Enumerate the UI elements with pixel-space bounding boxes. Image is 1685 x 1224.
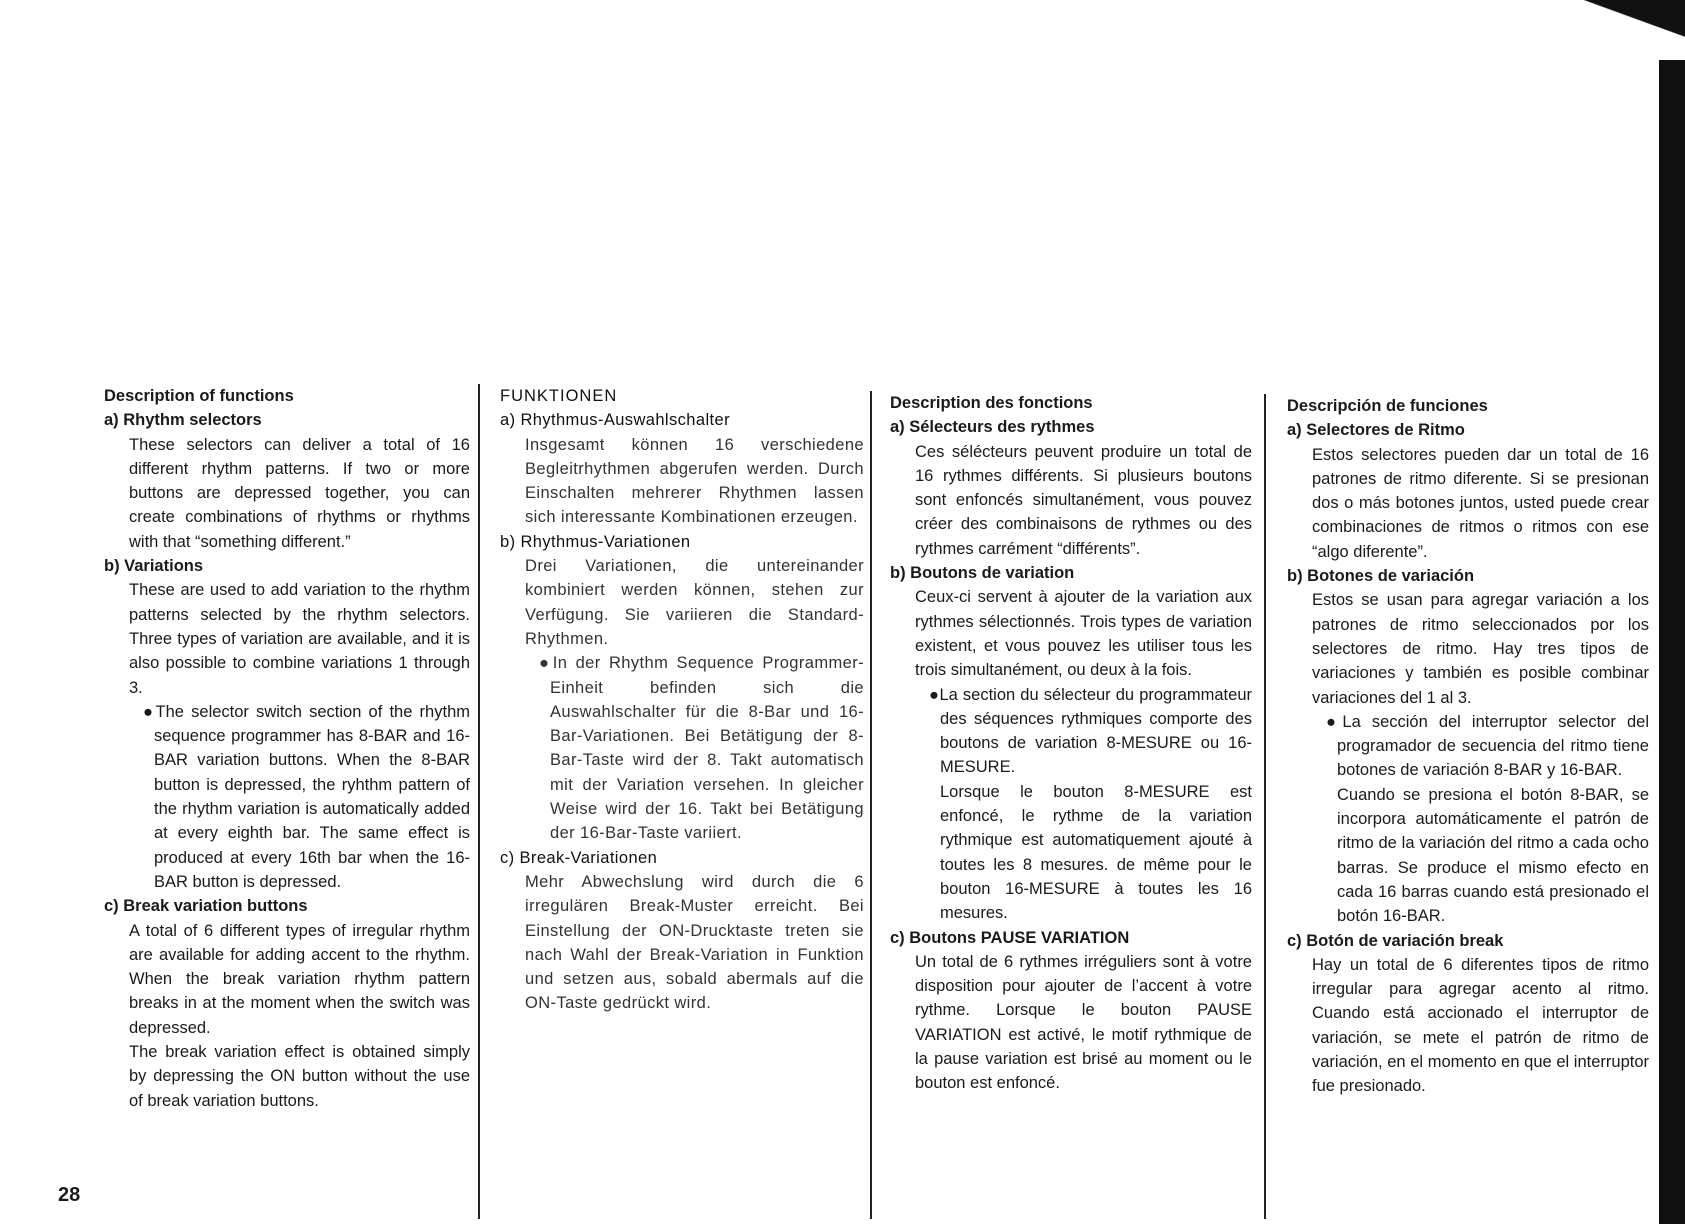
subsection-title: b) Boutons de variation [890,564,1075,583]
scan-edge-shadow [1659,60,1685,1224]
english-column [104,384,470,1113]
page-number: 28 [58,1184,81,1206]
section-title: FUNKTIONEN [500,387,618,405]
paragraph: Ceux-ci servent à ajouter de la variation aux rythmes sélectionnés. Trois types de variation existent, et vous pouvez les utiliser tous les trois simultanément, ou deux à la fois. [915,588,1252,680]
bullet-paragraph: ●La section du sélecteur du programmateur des séquences rythmiques comporte des boutons de variation 8-MESURE ou 16-MESURE. [929,685,1252,777]
column-divider [1264,394,1266,1219]
paragraph: Ces sélécteurs peuvent produire un total de 16 rythmes différents. Si plusieurs boutons sont enfoncés simultanément, vous pouvez créer des combinaisons de rythmes ou des rythmes carrément “différents”. [915,442,1252,558]
subsection-title: b) Variations [104,557,204,576]
paragraph: A total of 6 different types of irregular rhythm are available for adding accent to the rhythm. When the break variation rhythm pattern breaks in at the moment when the switch was depressed. [129,921,470,1037]
bullet-paragraph: ●The selector switch section of the rhythm sequence programmer has 8-BAR and 16-BAR variation buttons. When the 8-BAR button is depressed, the ryhthm pattern of the rhythm variation is automatically added at every eighth bar. The same effect is produced at every 16th bar when the 16-BAR button is depressed. [143,702,470,891]
section-title: Descripción de funciones [1287,397,1488,415]
subsection-title: c) Break variation buttons [104,897,308,916]
section-title: Description des fonctions [890,394,1093,412]
french-column [890,391,1252,1096]
paragraph: Cuando se presiona el botón 8-BAR, se incorpora automáticamente el patrón de ritmo de la variación del ritmo a cada ocho barras. Se produce el mismo efecto en cada 16 barras cuando está presionado el botón 16-BAR. [1337,785,1649,926]
column-divider [478,384,480,1219]
column-divider [870,391,872,1219]
paragraph: These selectors can deliver a total of 16 different rhythm patterns. If two or more buttons are depressed together, you can create combinations of rhythms or rhythms with that “something different.” [129,435,470,551]
subsection-title: b) Botones de variación [1287,567,1475,586]
subsection-title: a) Rhythmus-Auswahlschalter [500,411,730,430]
bullet-paragraph: ●La sección del interruptor selector del programador de secuencia del ritmo tiene botones de variación 8-BAR y 16-BAR. [1326,712,1649,780]
paragraph: Estos se usan para agregar variación a los patrones de ritmo seleccionados por los selectores de ritmo. Hay tres tipos de variaciones y también es posible combinar variaciones del 1 al 3. [1312,591,1649,707]
subsection-title: c) Botón de variación break [1287,931,1504,950]
paragraph: Un total de 6 rythmes irréguliers sont à votre disposition pour ajouter de l’accent à votre rythme. Lorsque le bouton PAUSE VARIATION est activé, le motif rythmique de la pause variation est brisé au moment ou le bouton est enfoncé. [915,952,1252,1093]
paragraph: The break variation effect is obtained simply by depressing the ON button without the use of break variation buttons. [129,1043,470,1110]
subsection-title: a) Selectores de Ritmo [1287,421,1465,440]
subsection-title: c) Boutons PAUSE VARIATION [890,928,1130,947]
subsection-title: b) Rhythmus-Variationen [500,532,691,551]
scan-corner-shadow [1565,0,1685,60]
subsection-title: a) Rhythm selectors [104,411,262,430]
paragraph: Estos selectores pueden dar un total de 16 patrones de ritmo diferente. Si se presionan dos o más botones juntos, usted puede crear combinaciones de ritmos o ritmos con ese “algo diferente”. [1312,445,1649,561]
paragraph: Insgesamt können 16 verschiedene Begleitrhythmen abgerufen werden. Durch Einschalten mehrerer Rhythmen lassen sich interessante Kombinationen erzeugen. [525,435,864,527]
spanish-column [1287,394,1649,1099]
paragraph: These are used to add variation to the rhythm patterns selected by the rhythm selectors. Three types of variation are available, and it is also possible to combine variations 1 through 3. [129,581,470,697]
bullet-paragraph: ●In der Rhythm Sequence Programmer-Einheit befinden sich die Auswahlschalter für die 8-Bar und 16-Bar-Variationen. Bei Betätigung der 8-Bar-Taste wird der 8. Takt automatisch mit der Variation versehen. In gleicher Weise wird der 16. Takt bei Betätigung der 16-Bar-Taste variiert. [539,654,864,843]
paragraph: Lorsque le bouton 8-MESURE est enfoncé, le rythme de la variation rythmique est automatiquement ajouté à toutes les 8 mesures. de même pour le bouton 16-MESURE à toutes les 16 mesures. [940,782,1252,923]
paragraph: Hay un total de 6 diferentes tipos de ritmo irregular para agregar acento al ritmo. Cuando está accionado el interruptor de variación, se mete el patrón de ritmo de variación, en el momento en que el interruptor fue presionado. [1312,955,1649,1096]
paragraph: Mehr Abwechslung wird durch die 6 irregulären Break-Muster erreicht. Bei Einstellung der ON-Drucktaste treten sie nach Wahl der Break-Variation in Funktion und setzen aus, sobald abermals auf die ON-Taste gedrückt wird. [525,872,864,1013]
subsection-title: a) Sélecteurs des rythmes [890,418,1095,437]
section-title: Description of functions [104,387,294,405]
german-column [500,384,864,1016]
paragraph: Drei Variationen, die untereinander kombiniert werden können, stehen zur Verfügung. Sie variieren die Standard-Rhythmen. [525,557,864,648]
subsection-title: c) Break-Variationen [500,848,658,867]
